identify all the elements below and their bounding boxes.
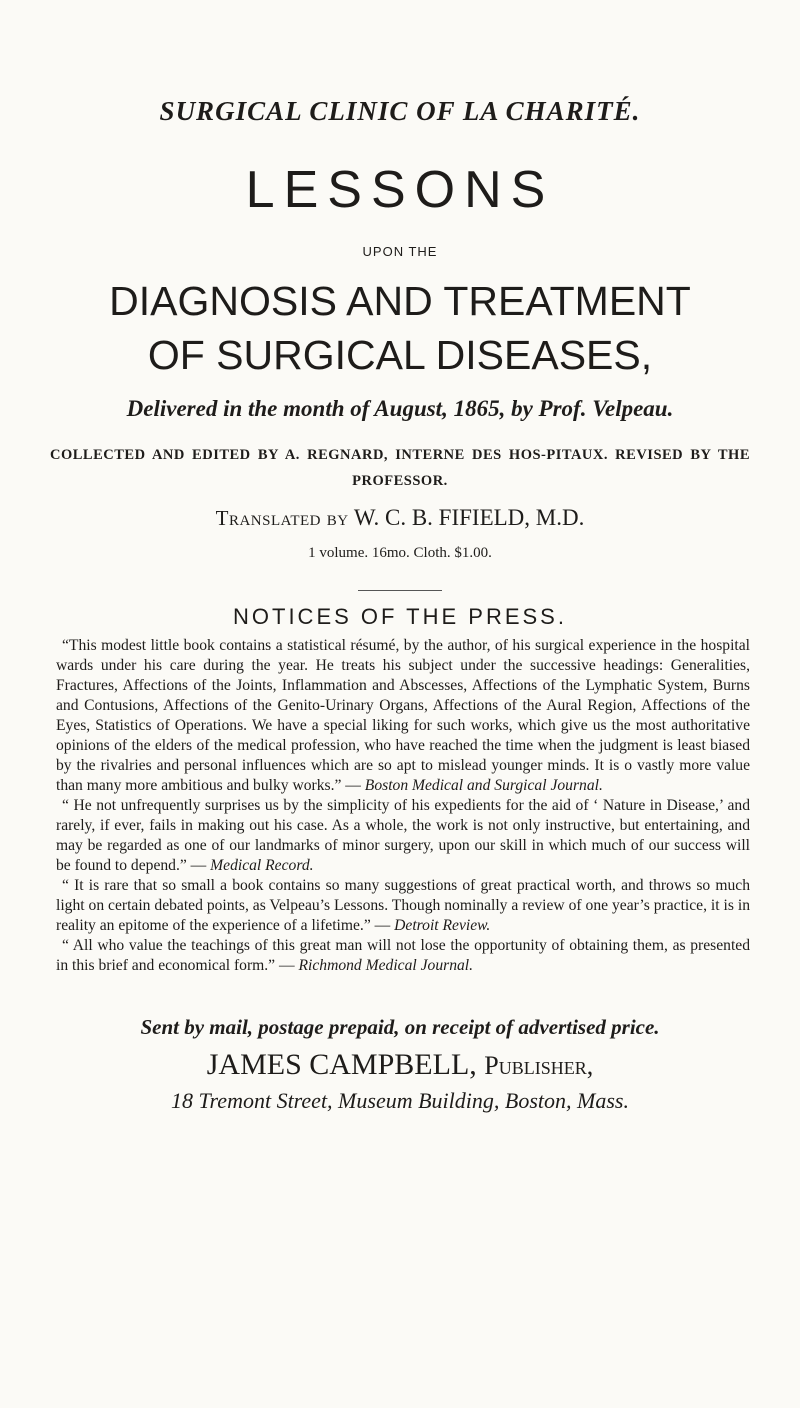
review-text: “ He not unfrequently surprises us by the simplicity of his expedients for the aid of ‘ Nature in Disease,’ and rarely, if ever, fails in making out his case. As a whole, the work is not only instructive, but entertaining, and may be regarded as one of our landmarks of minor surgery, upon our skill in which much of our success will be found to depend.” — bbox=[56, 797, 750, 874]
publisher-address: 18 Tremont Street, Museum Building, Boston, Mass. bbox=[171, 1088, 629, 1113]
translated-prefix: Translated by bbox=[215, 506, 349, 530]
publisher-line bbox=[0, 1048, 800, 1082]
review-source: Boston Medical and Surgical Journal. bbox=[364, 777, 603, 794]
upon-the: UPON THE bbox=[362, 244, 438, 259]
series-title: SURGICAL CLINIC OF LA CHARITÉ. bbox=[159, 96, 641, 126]
volume-info: 1 volume. 16mo. Cloth. $1.00. bbox=[308, 545, 492, 561]
collected-line: COLLECTED AND EDITED BY A. REGNARD, INTERNE DES HOS-PITAUX. REVISED BY THE PROFESSOR. bbox=[50, 447, 750, 489]
review-paragraph bbox=[56, 636, 750, 796]
review-text: “This modest little book contains a statistical résumé, by the author, of his surgical experience in the hospital wards under his care during the year. He treats his subject under the successive headings: Generalities, Fractures, Affections of the Joints, Inflammation and Abscesses, Affections of the Lymphatic System, Burns and Contusions, Affections of the Genito-Urinary Organs, Affections of the Aural Region, Affections of the Eyes, Statistics of Operations. We have a special liking for such works, which give us the most authoritative opinions of the elders of the medical profession, who have reached the time when the judgment is least biased by the rivalries and personal influences which are so apt to mislead younger minds. It is o vastly more value than many more ambitious and bulky works.” — bbox=[56, 637, 750, 794]
review-source: Richmond Medical Journal. bbox=[298, 957, 474, 974]
publisher-role: Publisher, bbox=[484, 1051, 594, 1080]
title-line-2: OF SURGICAL DISEASES, bbox=[147, 332, 653, 378]
review-paragraph bbox=[56, 936, 750, 976]
review-source: Detroit Review. bbox=[394, 917, 491, 934]
review-paragraph bbox=[56, 796, 750, 876]
delivered-line: Delivered in the month of August, 1865, by Prof. Velpeau. bbox=[126, 396, 674, 421]
review-paragraph bbox=[56, 876, 750, 936]
press-notices bbox=[56, 636, 750, 976]
review-source: Medical Record. bbox=[210, 857, 314, 874]
publisher-name: JAMES CAMPBELL, bbox=[206, 1048, 477, 1081]
review-text: “ It is rare that so small a book contains so many suggestions of great practical worth, and throws so much light on certain debated points, as Velpeau’s Lessons. Though nominally a review of one year’s practice, it is in reality an epitome of the experience of a lifetime.” — bbox=[56, 877, 750, 934]
sent-by-mail: Sent by mail, postage prepaid, on receipt of advertised price. bbox=[140, 1015, 660, 1039]
notices-title: NOTICES OF THE PRESS. bbox=[233, 604, 567, 629]
translated-line bbox=[0, 505, 800, 531]
divider bbox=[358, 590, 442, 591]
review-text: “ All who value the teachings of this great man will not lose the opportunity of obtaining them, as presented in this brief and economical form.” — bbox=[56, 937, 750, 974]
main-title: LESSONS bbox=[245, 161, 555, 219]
title-line-1: DIAGNOSIS AND TREATMENT bbox=[109, 278, 691, 324]
translator-name: W. C. B. FIFIELD, M.D. bbox=[353, 505, 585, 530]
